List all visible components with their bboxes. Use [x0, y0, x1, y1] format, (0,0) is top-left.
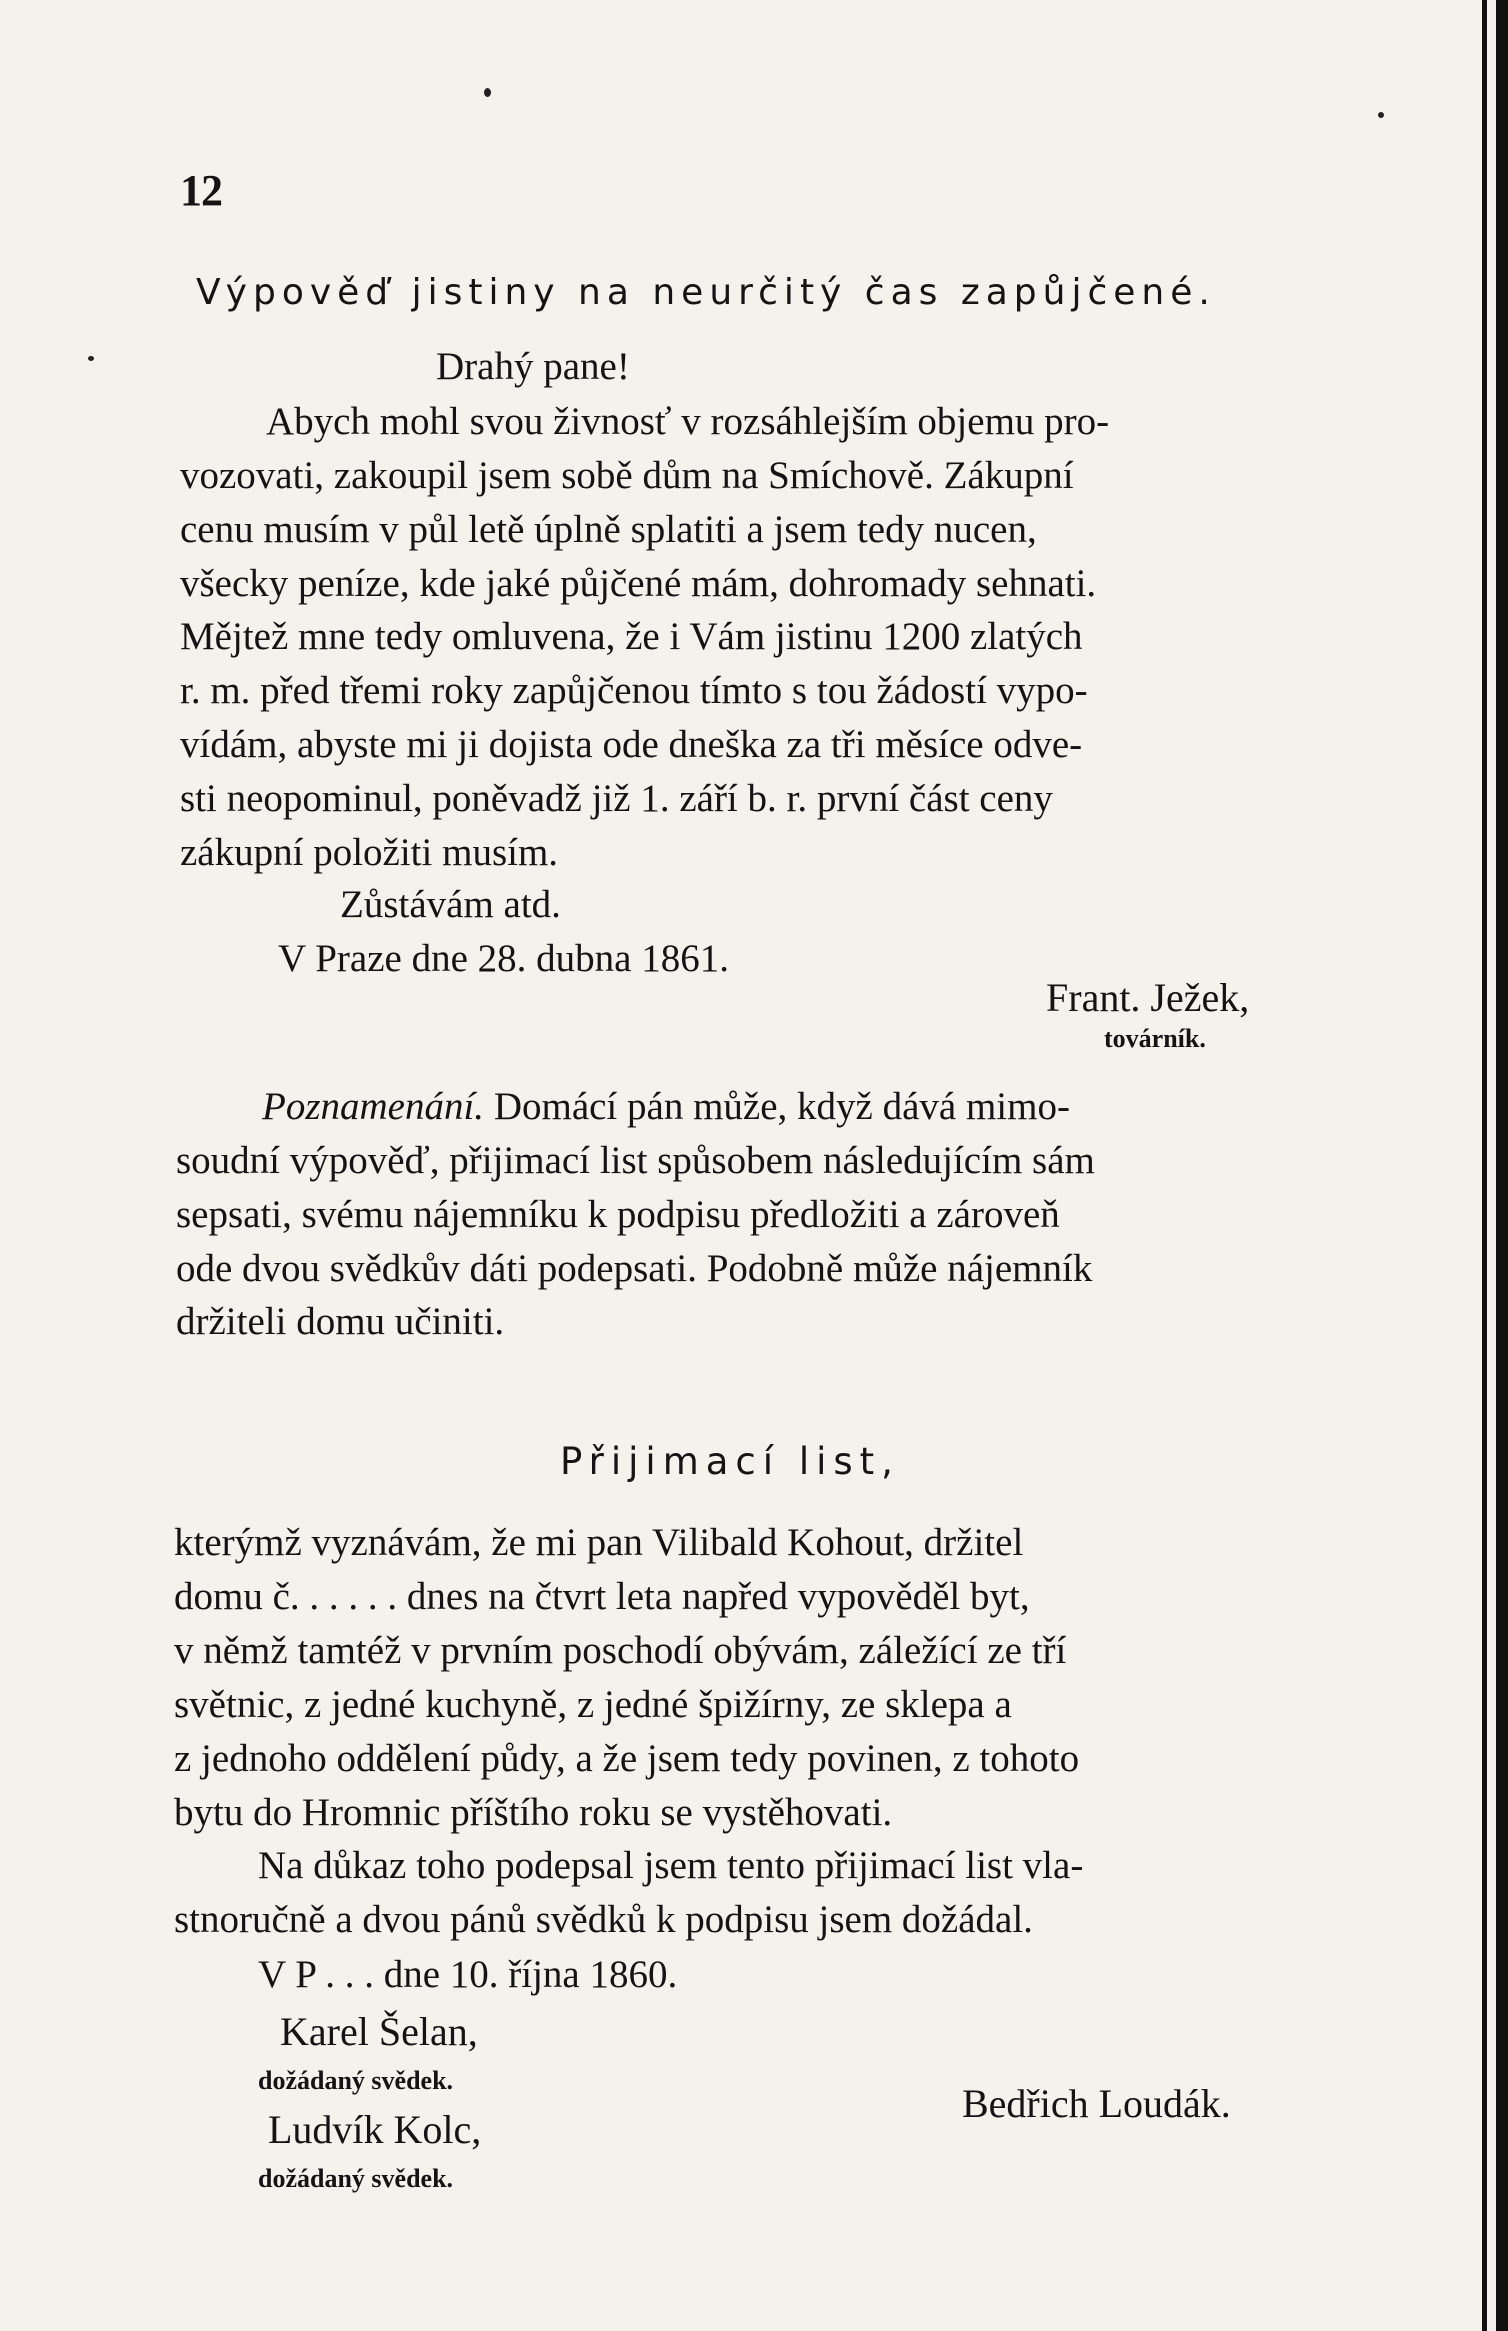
letter2-line: kterýmž vyznávám, že mi pan Vilibald Kohout, držitel: [174, 1521, 1024, 1564]
note-first-line-text: Domácí pán může, když dává mimo-: [484, 1085, 1070, 1128]
page-number: 12: [180, 166, 222, 215]
letter1-place-date: V Praze dne 28. dubna 1861.: [278, 937, 729, 980]
witness1-role: dožádaný svědek.: [258, 2066, 454, 2095]
letter1-signature-title: továrník.: [1104, 1024, 1206, 1053]
letter2-line: bytu do Hromnic příštího roku se vystěhovati.: [174, 1791, 893, 1834]
witness2-role: dožádaný svědek.: [258, 2164, 454, 2193]
letter2-line: stnoručně a dvou pánů svědků k podpisu jsem dožádal.: [174, 1898, 1033, 1941]
note-line: soudní výpověď, přijimací list spůsobem následujícím sám: [176, 1139, 1095, 1182]
letter1-line: všecky peníze, kde jaké půjčené mám, dohromady sehnati.: [180, 562, 1097, 605]
letter1-line: Mějtež mne tedy omluvena, že i Vám jistinu 1200 zlatých: [180, 615, 1083, 658]
letter1-line: vídám, abyste mi ji dojista ode dneška za tři měsíce odve-: [180, 723, 1083, 766]
letter1-line: zákupní položiti musím.: [180, 831, 559, 874]
letter1-salutation: Drahý pane!: [436, 345, 630, 388]
note-first-line: [262, 1084, 1070, 1129]
letter1-line: Abych mohl svou živnosť v rozsáhlejším objemu pro-: [266, 400, 1110, 443]
letter2-line: v němž tamtéž v prvním poschodí obývám, záležící ze tří: [174, 1629, 1067, 1672]
letter2-line: světnic, z jedné kuchyně, z jedné špižírny, ze sklepa a: [174, 1683, 1012, 1726]
letter2-line: z jednoho oddělení půdy, a že jsem tedy povinen, z tohoto: [174, 1737, 1080, 1780]
note-line: ode dvou svědkův dáti podepsati. Podobně může nájemník: [176, 1247, 1093, 1290]
scan-speck: [484, 88, 491, 97]
letter2-line: Na důkaz toho podepsal jsem tento přijimací list vla-: [258, 1844, 1084, 1887]
letter2-line: domu č. . . . . . dnes na čtvrt leta napřed vypověděl byt,: [174, 1575, 1030, 1618]
letter2-place-date: V P . . . dne 10. října 1860.: [258, 1953, 678, 1996]
letter1-title: Výpověď jistiny na neurčitý čas zapůjčené.: [196, 272, 1216, 313]
letter1-line: cenu musím v půl letě úplně splatiti a jsem tedy nucen,: [180, 508, 1037, 551]
witness1-name: Karel Šelan,: [280, 2009, 478, 2054]
note-label: Poznamenání.: [262, 1085, 485, 1128]
scan-speck: [1378, 112, 1384, 118]
book-edge: [1482, 0, 1508, 2331]
letter1-line: sti neopominul, poněvadž již 1. září b. r. první část ceny: [180, 777, 1053, 820]
witness2-name: Ludvík Kolc,: [268, 2107, 482, 2152]
tenant-signature: Bedřich Loudák.: [962, 2081, 1231, 2126]
letter2-title: Přijimací list,: [560, 1440, 900, 1483]
scan-speck: [88, 356, 94, 361]
note-line: sepsati, svému nájemníku k podpisu předložiti a zároveň: [176, 1193, 1060, 1236]
letter1-closing: Zůstávám atd.: [340, 883, 561, 926]
letter1-signature-name: Frant. Ježek,: [1046, 975, 1250, 1020]
note-line: držiteli domu učiniti.: [176, 1300, 505, 1343]
letter1-line: r. m. před třemi roky zapůjčenou tímto s tou žádostí vypo-: [180, 669, 1088, 712]
letter1-line: vozovati, zakoupil jsem sobě dům na Smíchově. Zákupní: [180, 454, 1074, 497]
